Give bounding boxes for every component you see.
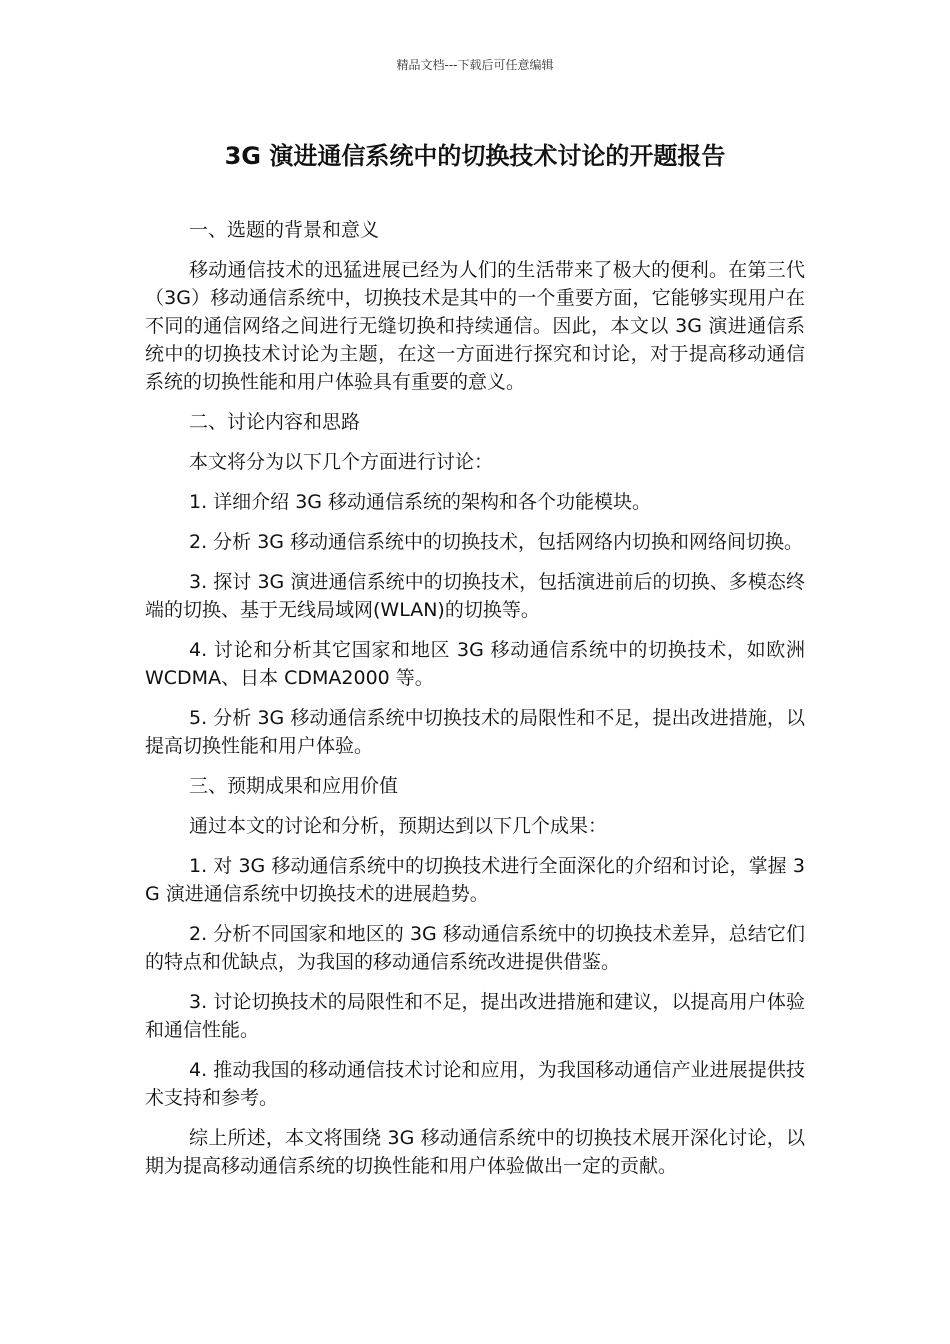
section-heading: 三、预期成果和应用价值 bbox=[189, 775, 399, 797]
list-item: 4. 推动我国的移动通信技术讨论和应用，为我国移动通信产业进展提供技术支持和参考。 bbox=[145, 1059, 805, 1109]
paragraph: 通过本文的讨论和分析，预期达到以下几个成果： bbox=[189, 815, 608, 837]
list-item: 4. 讨论和分析其它国家和地区 3G 移动通信系统中的切换技术，如欧洲 WCDMA、日本 CDMA2000 等。 bbox=[145, 639, 805, 689]
list-item: 3. 探讨 3G 演进通信系统中的切换技术，包括演进前后的切换、多模态终端的切换、基于无线局域网(WLAN)的切换等。 bbox=[145, 571, 805, 621]
paragraph: 移动通信技术的迅猛进展已经为人们的生活带来了极大的便利。在第三代（3G）移动通信系统中，切换技术是其中的一个重要方面，它能够实现用户在不同的通信网络之间进行无缝切换和持续通信。因此，本文以 3G 演进通信系统中的切换技术讨论为主题，在这一方面进行探究和讨论，对于提高移动通信系统的切换性能和用户体验具有重要的意义。 bbox=[145, 259, 805, 393]
list-item: 5. 分析 3G 移动通信系统中切换技术的局限性和不足，提出改进措施，以提高切换性能和用户体验。 bbox=[145, 707, 805, 757]
conclusion-paragraph: 综上所述，本文将围绕 3G 移动通信系统中的切换技术展开深化讨论，以期为提高移动通信系统的切换性能和用户体验做出一定的贡献。 bbox=[145, 1127, 805, 1177]
list-item: 1. 详细介绍 3G 移动通信系统的架构和各个功能模块。 bbox=[189, 491, 652, 513]
list-item: 1. 对 3G 移动通信系统中的切换技术进行全面深化的介绍和讨论，掌握 3G 演进通信系统中切换技术的进展趋势。 bbox=[145, 855, 805, 905]
section-heading: 二、讨论内容和思路 bbox=[189, 411, 361, 433]
section-heading: 一、选题的背景和意义 bbox=[189, 219, 380, 241]
page-header-watermark: 精品文档---下载后可任意编辑 bbox=[396, 58, 554, 72]
paragraph: 本文将分为以下几个方面进行讨论： bbox=[189, 451, 494, 473]
list-item: 2. 分析 3G 移动通信系统中的切换技术，包括网络内切换和网络间切换。 bbox=[189, 531, 804, 553]
list-item: 2. 分析不同国家和地区的 3G 移动通信系统中的切换技术差异，总结它们的特点和优缺点，为我国的移动通信系统改进提供借鉴。 bbox=[145, 923, 805, 973]
document-body bbox=[145, 216, 805, 1192]
document-title: 3G 演进通信系统中的切换技术讨论的开题报告 bbox=[224, 142, 726, 170]
list-item: 3. 讨论切换技术的局限性和不足，提出改进措施和建议，以提高用户体验和通信性能。 bbox=[145, 991, 805, 1041]
